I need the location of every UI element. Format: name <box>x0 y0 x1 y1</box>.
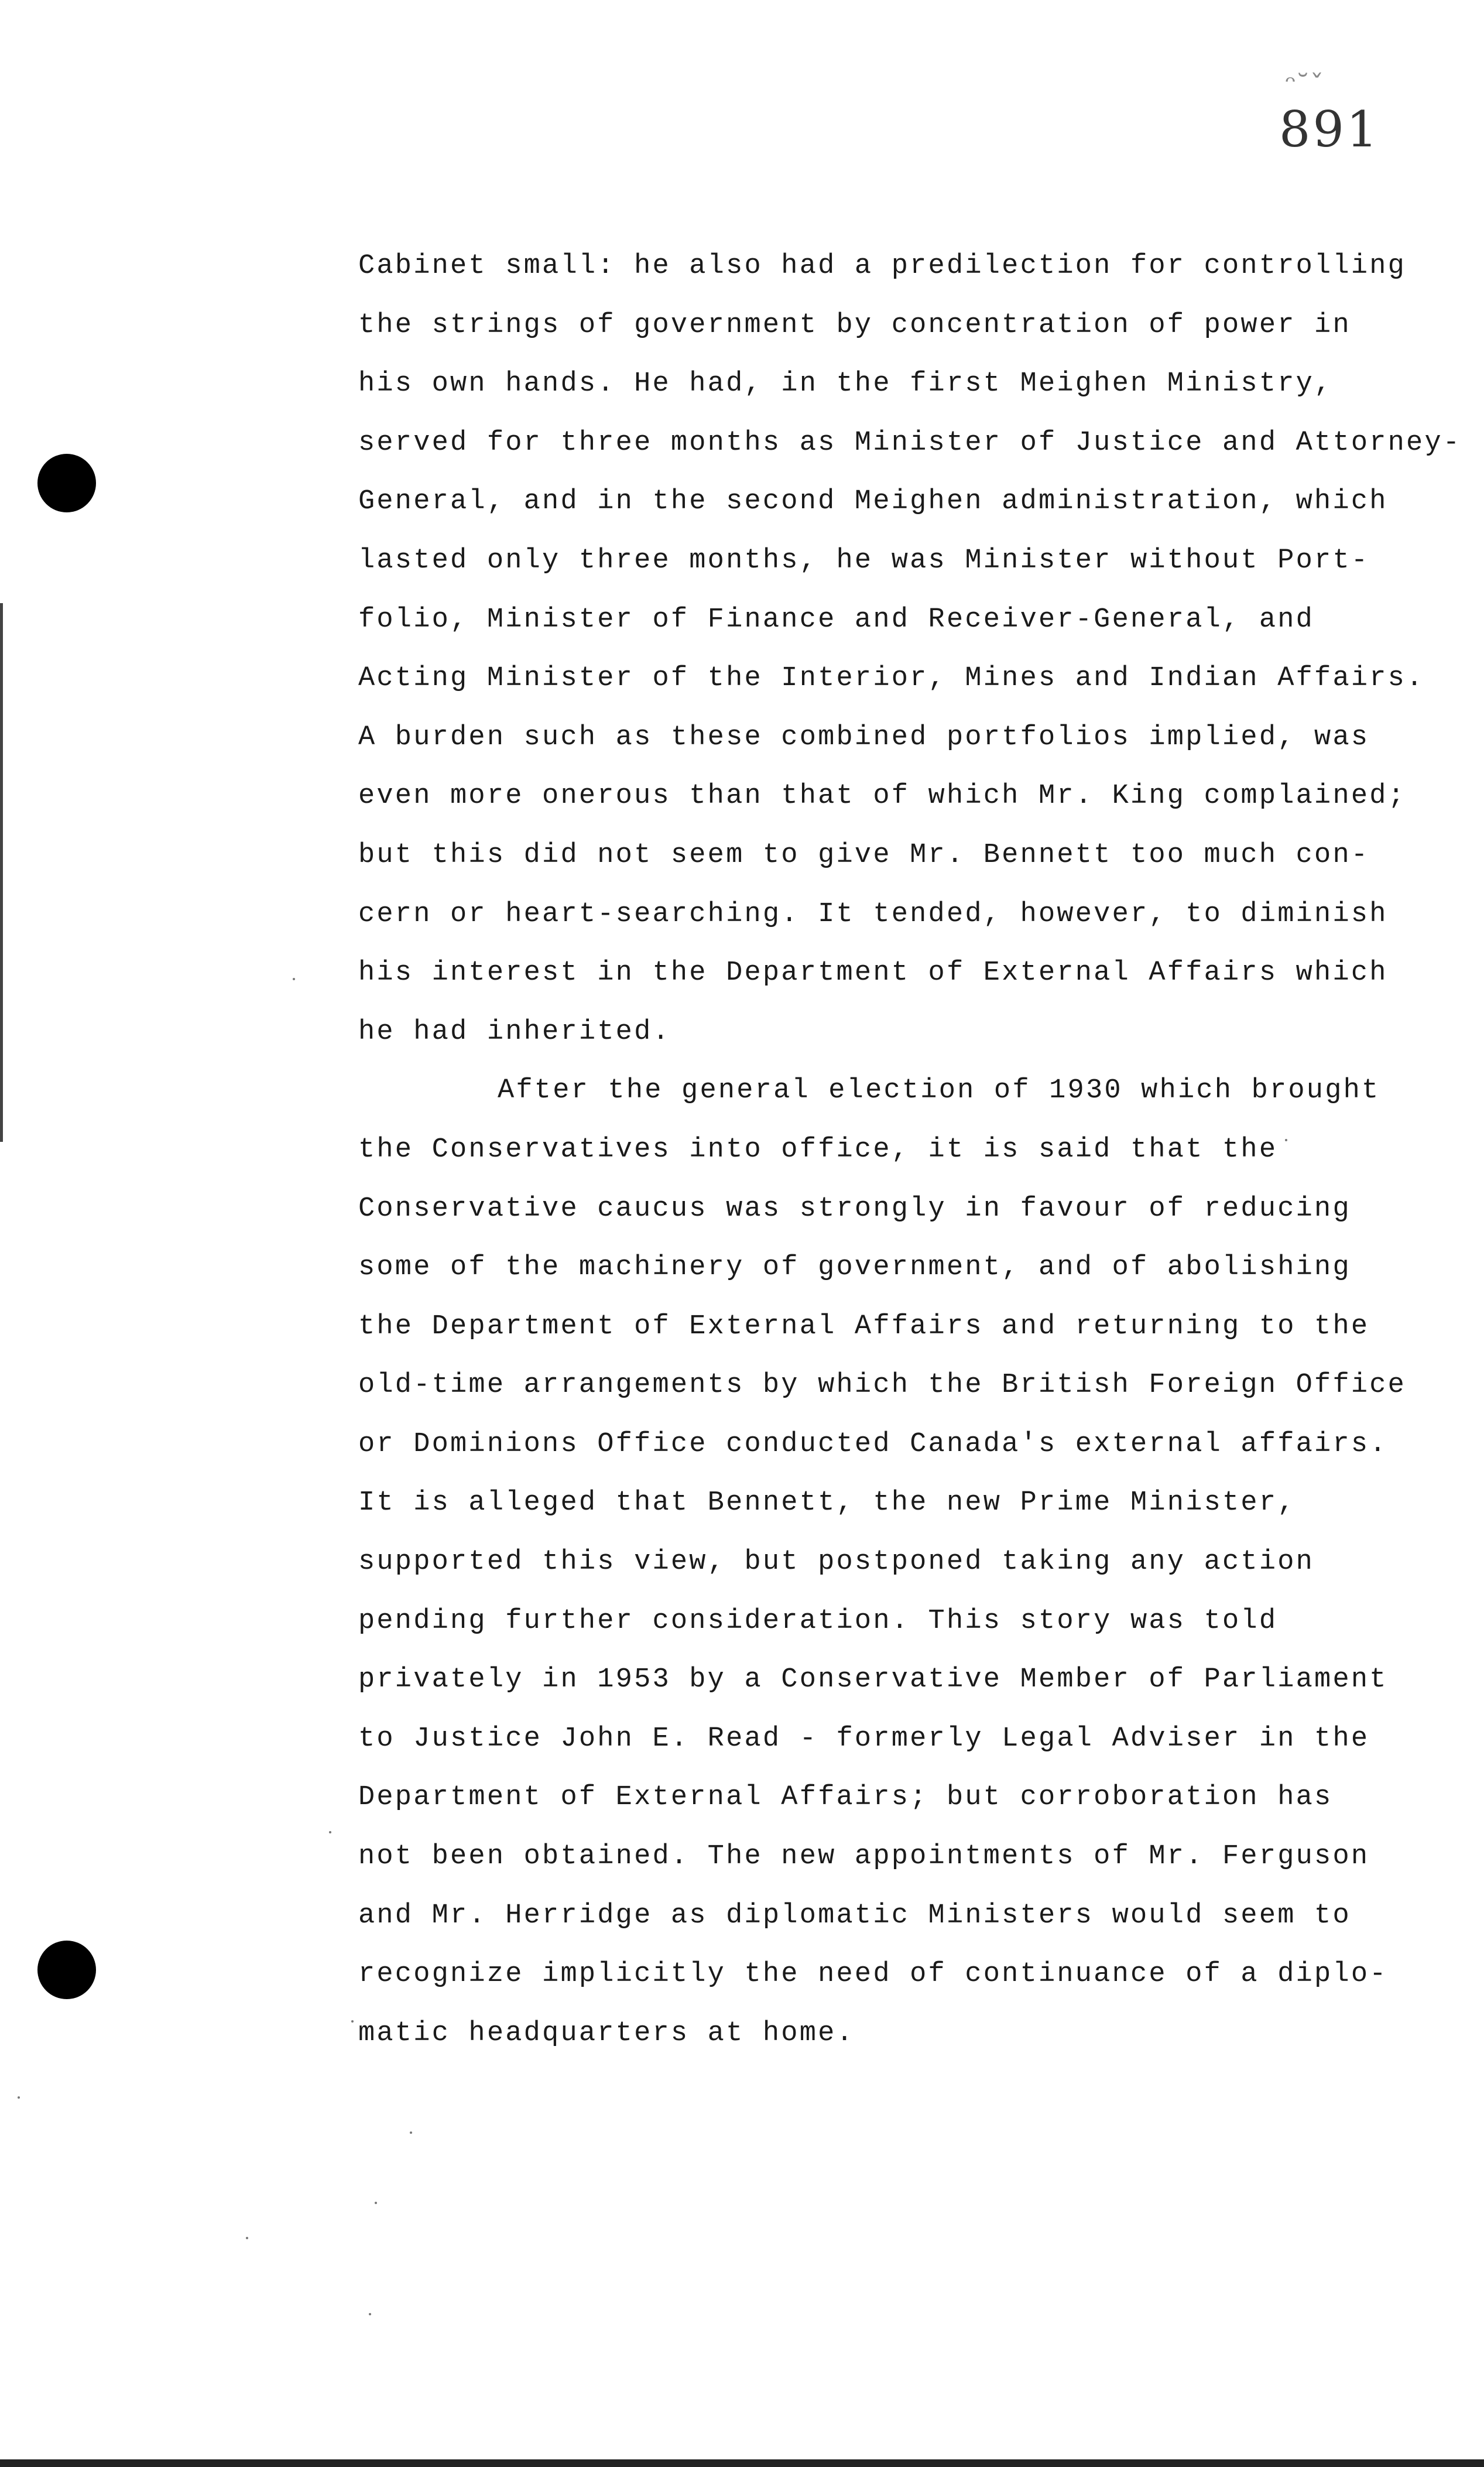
text-line: served for three months as Minister of Justice and Attorney- <box>358 427 1462 459</box>
text-line: he had inherited. <box>358 1016 671 1048</box>
text-line: matic headquarters at home. <box>358 2017 855 2049</box>
text-line: some of the machinery of government, and of abolishing <box>358 1252 1351 1284</box>
scan-speck <box>410 2131 412 2134</box>
text-line: folio, Minister of Finance and Receiver-General, and <box>358 604 1315 635</box>
text-line: but this did not seem to give Mr. Bennett too much con- <box>358 839 1370 871</box>
text-line: or Dominions Office conducted Canada's external affairs. <box>358 1428 1388 1460</box>
paragraph-start-line: After the general election of 1930 which brought <box>498 1075 1380 1107</box>
text-line: the Department of External Affairs and returning to the <box>358 1311 1370 1342</box>
text-line: recognize implicitly the need of continuance of a diplo- <box>358 1959 1388 1990</box>
text-line: the strings of government by concentration of power in <box>358 309 1351 341</box>
text-line: Conservative caucus was strongly in favour of reducing <box>358 1193 1351 1224</box>
text-line: even more onerous than that of which Mr. King complained; <box>358 781 1407 812</box>
scan-speck <box>369 2313 371 2315</box>
text-line: his own hands. He had, in the first Meighen Ministry, <box>358 368 1333 400</box>
text-line: Department of External Affairs; but corroboration has <box>358 1782 1333 1814</box>
text-line: supported this view, but postponed taking any action <box>358 1546 1315 1578</box>
text-line: Cabinet small: he also had a predilection for controlling <box>358 251 1407 282</box>
scan-bottom-edge <box>0 2459 1484 2467</box>
scan-speck <box>375 2202 377 2204</box>
punch-hole-top <box>37 454 96 512</box>
text-line: the Conservatives into office, it is said that the <box>358 1134 1278 1165</box>
text-line: not been obtained. The new appointments of Mr. Ferguson <box>358 1841 1370 1873</box>
text-line: Acting Minister of the Interior, Mines and Indian Affairs. <box>358 663 1425 694</box>
text-line: It is alleged that Bennett, the new Prime Minister, <box>358 1487 1296 1519</box>
text-line: privately in 1953 by a Conservative Member of Parliament <box>358 1664 1388 1696</box>
text-line: pending further consideration. This story was told <box>358 1605 1278 1637</box>
scan-speck <box>1285 1139 1287 1141</box>
text-line: and Mr. Herridge as diplomatic Ministers would seem to <box>358 1900 1351 1931</box>
scan-edge-line <box>0 603 3 1142</box>
scan-speck <box>18 2096 20 2099</box>
text-line: his interest in the Department of External Affairs which <box>358 957 1388 989</box>
text-line: General, and in the second Meighen administration, which <box>358 486 1388 518</box>
page-number: 891 <box>1279 101 1380 158</box>
text-line: to Justice John E. Read - formerly Legal Adviser in the <box>358 1723 1370 1754</box>
punch-hole-bottom <box>37 1941 96 1999</box>
text-line: A burden such as these combined portfolios implied, was <box>358 721 1370 753</box>
text-line: lasted only three months, he was Minister without Port- <box>358 545 1370 576</box>
scan-speck <box>293 978 295 980</box>
scan-speck <box>246 2237 248 2239</box>
text-line: old-time arrangements by which the British Foreign Office <box>358 1370 1407 1401</box>
scan-speck <box>351 2020 354 2023</box>
scan-speck <box>329 1831 331 1833</box>
text-line: cern or heart-searching. It tended, however, to diminish <box>358 898 1388 930</box>
document-body <box>358 237 1461 2063</box>
page-number-annotation: ᵔ˘ˇ <box>1285 69 1324 102</box>
